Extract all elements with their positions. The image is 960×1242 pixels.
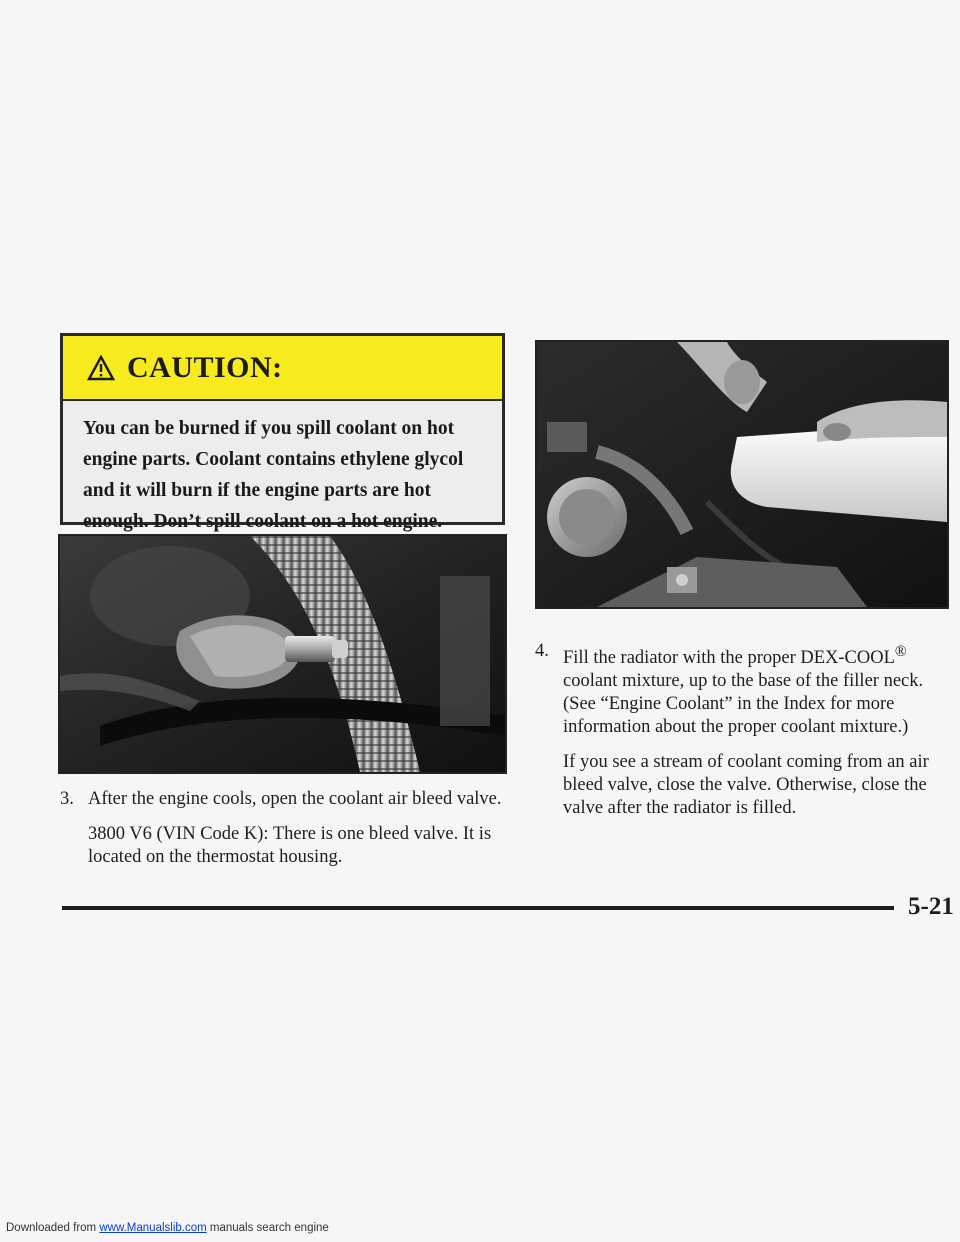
page-number: 5-21 — [908, 893, 954, 920]
page-footer-rule — [62, 906, 894, 910]
filling-radiator-photo — [535, 340, 949, 609]
registered-mark: ® — [894, 643, 907, 660]
step-4-text-before: Fill the radiator with the proper DEX-COOL — [563, 648, 895, 669]
footer-prefix: Downloaded from — [6, 1222, 100, 1234]
bleed-valve-illustration — [60, 536, 505, 772]
manualslib-link[interactable]: www.Manualslib.com — [99, 1222, 207, 1234]
filling-radiator-illustration — [537, 342, 947, 607]
step-3-text: After the engine cools, open the coolant air bleed valve. — [88, 789, 502, 809]
download-footer — [6, 1222, 329, 1234]
footer-suffix: manuals search engine — [206, 1222, 329, 1234]
step-3-note: 3800 V6 (VIN Code K): There is one bleed valve. It is located on the thermostat housing. — [88, 824, 492, 867]
caution-text: You can be burned if you spill coolant on hot engine parts. Coolant contains ethylene glycol and it will burn if the engine parts are hot enough. Don’t spill coolant on a hot engine. — [83, 418, 464, 532]
step-4-text — [563, 640, 935, 739]
caution-header — [63, 336, 502, 401]
step-3 — [60, 788, 520, 881]
step-3-number: 3. — [60, 789, 74, 809]
bleed-valve-photo — [58, 534, 507, 774]
step-4 — [535, 640, 935, 832]
caution-title: CAUTION: — [127, 350, 283, 384]
step-4-text-after: coolant mixture, up to the base of the filler neck. (See “Engine Coolant” in the Index for more information about the proper coolant mixture.) — [563, 671, 924, 738]
caution-box — [60, 333, 505, 532]
warning-triangle-icon — [87, 355, 115, 381]
step-4-number: 4. — [535, 641, 549, 661]
step-4-note: If you see a stream of coolant coming from an air bleed valve, close the valve. Otherwise, close the valve after the radiator is filled. — [563, 752, 929, 819]
